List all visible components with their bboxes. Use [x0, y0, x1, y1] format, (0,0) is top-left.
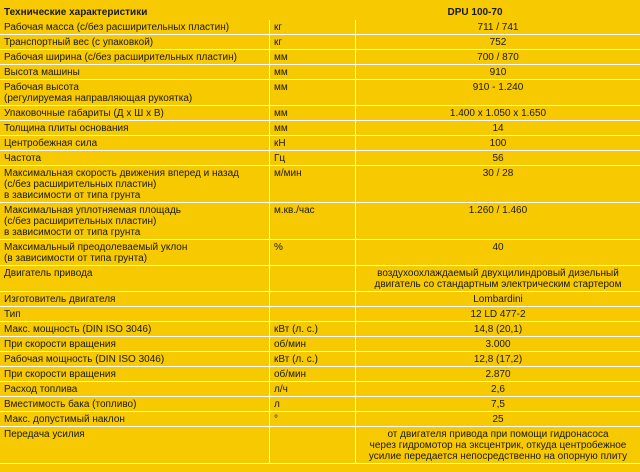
unit-cell: мм — [270, 80, 356, 105]
value-cell: 25 — [492, 414, 504, 425]
value-cell: 12 LD 477-2 — [470, 309, 526, 320]
value-cell: 752 — [489, 37, 507, 48]
unit-cell: м/мин — [270, 166, 356, 202]
unit-cell: кВт (л. с.) — [270, 352, 356, 366]
unit-cell — [270, 266, 356, 291]
value-cell: 2,6 — [491, 384, 505, 395]
unit-cell — [270, 307, 356, 321]
value-cell: 14,8 (20,1) — [473, 324, 523, 335]
unit-cell: мм — [270, 65, 356, 79]
value-cell: от двигателя привода при помощи гидронасоса через гидромотор на эксцентрик, откуда центробежное усилие передается непосредственно на опорную плиту — [368, 429, 628, 462]
param-cell: Максимальная уплотняемая площадь (с/без расширительных пластин) в зависимости от типа грунта — [0, 203, 270, 239]
table-row — [0, 151, 640, 166]
param-cell: Рабочая мощность (DIN ISO 3046) — [0, 352, 270, 366]
value-cell: 2.870 — [485, 369, 511, 380]
unit-cell: Гц — [270, 151, 356, 165]
param-cell: Рабочая ширина (с/без расширительных пластин) — [0, 50, 270, 64]
param-cell: Макс. мощность (DIN ISO 3046) — [0, 322, 270, 336]
unit-cell: кг — [270, 20, 356, 34]
param-cell: Двигатель привода — [0, 266, 270, 291]
table-row — [0, 20, 640, 35]
value-cell: 711 / 741 — [477, 22, 519, 33]
value-cell: 1.400 x 1.050 x 1.650 — [449, 108, 547, 119]
value-cell: 7,5 — [491, 399, 505, 410]
table-row — [0, 427, 640, 464]
param-cell: Высота машины — [0, 65, 270, 79]
value-cell: 56 — [492, 153, 504, 164]
table-row — [0, 80, 640, 106]
param-cell: Рабочая масса (с/без расширительных пластин) — [0, 20, 270, 34]
param-cell: Макс. допустимый наклон — [0, 412, 270, 426]
param-cell: Упаковочные габариты (Д x Ш x В) — [0, 106, 270, 120]
model-name: DPU 100-70 — [447, 6, 503, 18]
unit-cell: мм — [270, 106, 356, 120]
param-cell: При скорости вращения — [0, 337, 270, 351]
param-cell: Вместимость бака (топливо) — [0, 397, 270, 411]
param-cell: Максимальная скорость движения вперед и назад (с/без расширительных пластин) в зависимости от типа грунта — [0, 166, 270, 202]
unit-cell: кВт (л. с.) — [270, 322, 356, 336]
table-row — [0, 412, 640, 427]
table-row — [0, 166, 640, 203]
unit-cell — [270, 292, 356, 306]
param-cell: Изготовитель двигателя — [0, 292, 270, 306]
unit-cell: об/мин — [270, 337, 356, 351]
table-row — [0, 106, 640, 121]
value-cell: воздухоохлаждаемый двухцилиндровый дизельный двигатель со стандартным электрическим стартером — [374, 268, 622, 290]
unit-cell: мм — [270, 50, 356, 64]
param-cell: Максимальный преодолеваемый уклон (в зависимости от типа грунта) — [0, 240, 270, 265]
table-row — [0, 367, 640, 382]
value-cell: 14 — [492, 123, 504, 134]
value-cell: 40 — [492, 242, 504, 253]
table-row — [0, 65, 640, 80]
unit-cell: % — [270, 240, 356, 265]
table-row — [0, 50, 640, 65]
unit-cell: кг — [270, 35, 356, 49]
table-row — [0, 397, 640, 412]
value-cell: Lombardini — [473, 294, 523, 305]
table-row — [0, 203, 640, 240]
table-row — [0, 307, 640, 322]
param-cell: Транспортный вес (с упаковкой) — [0, 35, 270, 49]
table-row — [0, 382, 640, 397]
spec-table-body — [0, 20, 640, 464]
table-title: Технические характеристики — [4, 6, 148, 18]
table-row — [0, 322, 640, 337]
table-row — [0, 240, 640, 266]
value-cell: 700 / 870 — [477, 52, 519, 63]
unit-cell: об/мин — [270, 367, 356, 381]
table-row — [0, 121, 640, 136]
table-row — [0, 136, 640, 151]
value-cell: 12,8 (17,2) — [473, 354, 523, 365]
param-cell: Тип — [0, 307, 270, 321]
table-row — [0, 352, 640, 367]
unit-cell: ° — [270, 412, 356, 426]
value-cell: 100 — [489, 138, 507, 149]
param-cell: Рабочая высота (регулируемая направляющая рукоятка) — [0, 80, 270, 105]
param-cell: Частота — [0, 151, 270, 165]
unit-cell — [270, 427, 356, 463]
value-cell: 910 - 1.240 — [472, 82, 524, 93]
param-cell: Расход топлива — [0, 382, 270, 396]
param-cell: Передача усилия — [0, 427, 270, 463]
table-row — [0, 266, 640, 292]
unit-cell: кН — [270, 136, 356, 150]
value-cell: 30 / 28 — [482, 168, 514, 179]
table-header — [0, 4, 640, 20]
unit-cell: л/ч — [270, 382, 356, 396]
table-row — [0, 35, 640, 50]
value-cell: 1.260 / 1.460 — [468, 205, 528, 216]
unit-cell: л — [270, 397, 356, 411]
unit-cell: мм — [270, 121, 356, 135]
param-cell: Центробежная сила — [0, 136, 270, 150]
table-row — [0, 292, 640, 307]
param-cell: При скорости вращения — [0, 367, 270, 381]
unit-cell: м.кв./час — [270, 203, 356, 239]
table-row — [0, 337, 640, 352]
value-cell: 910 — [489, 67, 507, 78]
value-cell: 3.000 — [485, 339, 511, 350]
param-cell: Толщина плиты основания — [0, 121, 270, 135]
